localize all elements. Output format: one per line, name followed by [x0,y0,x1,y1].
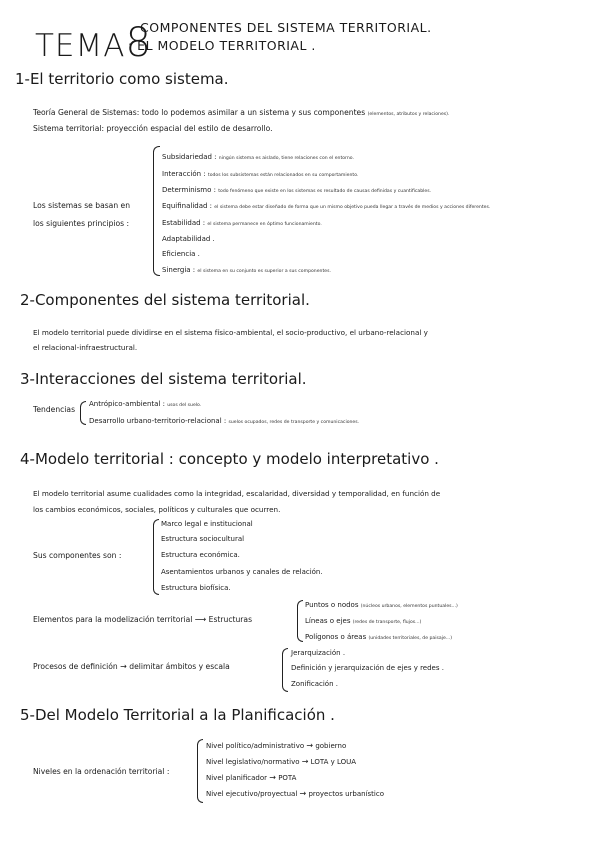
level-item: Nivel político/administrativo → gobierno [206,741,347,750]
principles-brace [153,146,160,276]
levels-label: Niveles en la ordenación territorial : [33,767,170,776]
section-1-heading: 1-El territorio como sistema. [15,70,229,88]
tgs-line [33,108,449,117]
s2-line-1: El modelo territorial puede dividirse en el sistema físico-ambiental, el socio-productivo, el urbano-relacional y [33,328,428,337]
component-item: Asentamientos urbanos y canales de relación. [161,568,323,576]
component-item: Estructura biofísica. [161,584,231,592]
levels-brace [197,739,203,803]
tgs-label: Teoría General de Sistemas: [33,108,140,117]
components-brace [153,519,159,595]
component-item: Estructura económica. [161,551,240,559]
title-subtitle-1: COMPONENTES DEL SISTEMA TERRITORIAL. [140,20,432,35]
level-item: Nivel ejecutivo/proyectual → proyectos urbanístico [206,789,384,798]
processes-brace [282,648,288,692]
s3-item-1: Antrópico-ambiental : usos del suelo. [89,400,202,408]
st-text: proyección espacial del estilo de desarrollo. [106,124,273,133]
s4-para-1: El modelo territorial asume cualidades como la integridad, escalaridad, diversidad y temporalidad, en función de [33,489,441,498]
st-label: Sistema territorial: [33,124,105,133]
process-item: Zonificación . [291,680,338,688]
component-item: Estructura sociocultural [161,535,245,543]
structure-item: Puntos o nodos (núcleos urbanos, elementos puntuales...) [305,601,458,609]
principle-item: Interacción : todos los subsistemas están relacionados en su comportamiento. [162,170,359,178]
components-label: Sus componentes son : [33,551,122,560]
arrow-icon: → [299,789,307,798]
section-2-heading: 2-Componentes del sistema territorial. [20,291,310,309]
principle-item: Eficiencia . [162,250,200,258]
s3-brace [80,401,86,425]
principle-item: Equifinalidad : el sistema debe estar diseñado de forma que un mismo objetivo pueda llegar a través de medios y acciones diferentes. [162,202,491,210]
level-item: Nivel legislativo/normativo → LOTA y LOUA [206,757,357,766]
title-number: 8 [125,20,152,66]
section-3-heading: 3-Interacciones del sistema territorial. [20,370,307,388]
structure-item: Polígonos o áreas (unidades territoriales, de paisaje...) [305,633,452,641]
s4-para-2: los cambios económicos, sociales, políticos y culturales que ocurren. [33,505,281,514]
s3-tendencias-label: Tendencias [33,405,76,414]
arrow-icon: → [269,773,276,782]
principles-label-2: los siguientes principios : [33,219,130,228]
principle-item: Estabilidad : el sistema permanece en óptimo funcionamiento. [162,219,322,227]
component-item: Marco legal e institucional [161,520,253,528]
processes-line [33,662,230,671]
process-item: Jerarquización . [291,649,346,657]
principles-label-1: Los sistemas se basan en [33,201,131,210]
section-5-heading: 5-Del Modelo Territorial a la Planificación . [20,706,335,724]
tgs-text: todo lo podemos asimilar a un sistema y sus componentes [141,108,366,117]
arrow-icon: ⟶ [194,615,207,624]
s2-line-2: el relacional-infraestructural. [33,343,138,352]
principle-item: Adaptabilidad . [162,235,215,243]
elements-target: Estructuras [208,615,253,624]
principle-item: Subsidariedad : ningún sistema es aislado, tiene relaciones con el entorno. [162,153,354,161]
elements-label: Elementos para la modelización territorial [33,615,193,624]
level-item: Nivel planificador → POTA [206,773,297,782]
elements-line [33,615,252,624]
title-tema: TEMA [35,28,126,64]
s3-item-2: Desarrollo urbano-territorio-relacional : suelos ocupados, redes de transporte y comunicaciones. [89,417,360,425]
process-item: Definición y jerarquización de ejes y redes . [291,664,444,672]
principle-item: Sinergia : el sistema en su conjunto es superior a sus componentes. [162,266,331,274]
principle-item: Determinismo : todo fenómeno que existe en los sistemas es resultado de causas definidas y cuantificables. [162,186,432,194]
st-line [33,124,273,133]
arrow-icon: → [306,741,314,750]
structure-item: Líneas o ejes (redes de transporte, flujos...) [305,617,422,625]
processes-target: delimitar ámbitos y escala [129,662,230,671]
tgs-note: (elementos, atributos y relaciones). [367,112,450,117]
arrow-icon: → [120,662,127,671]
processes-label: Procesos de definición [33,662,118,671]
arrow-icon: → [301,757,309,766]
section-4-heading: 4-Modelo territorial : concepto y modelo interpretativo . [20,450,439,468]
structures-brace [297,600,303,642]
title-subtitle-2: : EL MODELO TERRITORIAL . [128,38,316,53]
